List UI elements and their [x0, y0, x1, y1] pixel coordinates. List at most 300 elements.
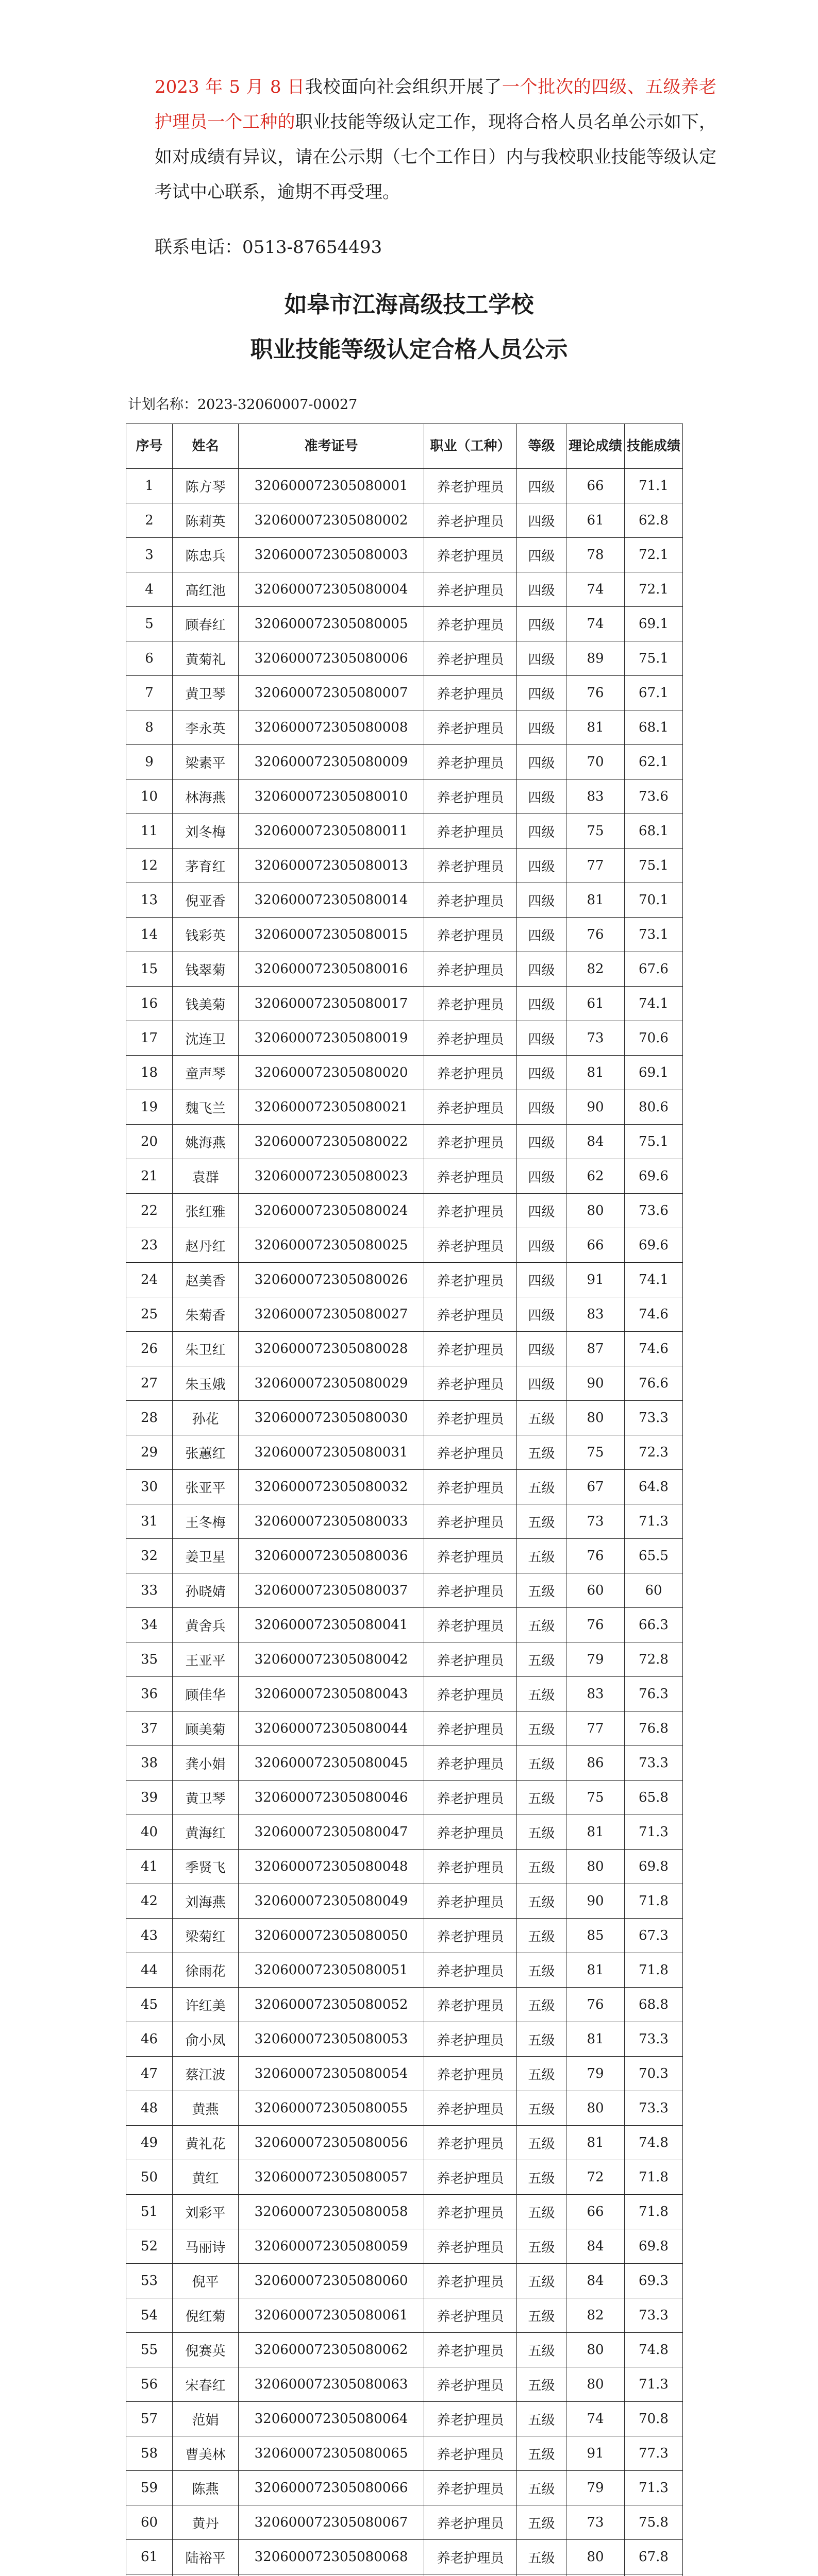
- table-row: [126, 1366, 683, 1401]
- cell-occupation: 养老护理员: [424, 1677, 517, 1711]
- cell-skill-score: 73.1: [625, 918, 683, 952]
- cell-occupation: 养老护理员: [424, 2126, 517, 2160]
- cell-level: 五级: [517, 2402, 566, 2436]
- cell-occupation: 养老护理员: [424, 1125, 517, 1159]
- cell-index: 54: [126, 2298, 173, 2333]
- cell-level: 五级: [517, 1781, 566, 1815]
- cell-index: 56: [126, 2367, 173, 2402]
- cell-index: 22: [126, 1194, 173, 1228]
- cell-index: 53: [126, 2264, 173, 2298]
- cell-level: 四级: [517, 883, 566, 918]
- cell-index: 24: [126, 1263, 173, 1297]
- cell-occupation: 养老护理员: [424, 883, 517, 918]
- cell-level: 五级: [517, 2436, 566, 2471]
- cell-index: 11: [126, 814, 173, 849]
- cell-exam-id: 320600072305080021: [239, 1090, 424, 1125]
- cell-index: 23: [126, 1228, 173, 1263]
- cell-skill-score: 69.8: [625, 2229, 683, 2264]
- table-row: [126, 676, 683, 710]
- cell-occupation: 养老护理员: [424, 918, 517, 952]
- contact-label: 联系电话：: [155, 237, 242, 258]
- cell-level: 五级: [517, 1539, 566, 1573]
- cell-skill-score: 74.1: [625, 987, 683, 1021]
- cell-name: 顾春红: [173, 607, 239, 641]
- contact-phone: 0513-87654493: [242, 237, 382, 258]
- cell-exam-id: 320600072305080046: [239, 1781, 424, 1815]
- cell-index: 20: [126, 1125, 173, 1159]
- cell-occupation: 养老护理员: [424, 1366, 517, 1401]
- cell-index: 42: [126, 1884, 173, 1919]
- cell-name: 倪赛英: [173, 2333, 239, 2367]
- header-skill-score: 技能成绩: [625, 424, 683, 469]
- cell-occupation: 养老护理员: [424, 1573, 517, 1608]
- cell-level: 四级: [517, 538, 566, 572]
- cell-exam-id: 320600072305080027: [239, 1297, 424, 1332]
- cell-skill-score: 66.3: [625, 1608, 683, 1642]
- cell-name: 魏飞兰: [173, 1090, 239, 1125]
- table-row: [126, 1677, 683, 1711]
- cell-exam-id: 320600072305080010: [239, 779, 424, 814]
- cell-index: 55: [126, 2333, 173, 2367]
- cell-exam-id: 320600072305080068: [239, 2540, 424, 2574]
- cell-theory-score: 79: [566, 2471, 625, 2505]
- cell-level: 五级: [517, 1988, 566, 2022]
- cell-theory-score: 80: [566, 2367, 625, 2402]
- table-body: [126, 469, 683, 2576]
- cell-level: 五级: [517, 1815, 566, 1850]
- cell-skill-score: 80.6: [625, 1090, 683, 1125]
- cell-skill-score: 75.1: [625, 641, 683, 676]
- cell-exam-id: 320600072305080013: [239, 849, 424, 883]
- cell-occupation: 养老护理员: [424, 1332, 517, 1366]
- table-row: [126, 1781, 683, 1815]
- cell-occupation: 养老护理员: [424, 2333, 517, 2367]
- cell-occupation: 养老护理员: [424, 2264, 517, 2298]
- cell-level: 四级: [517, 779, 566, 814]
- cell-skill-score: 71.3: [625, 2367, 683, 2402]
- cell-name: 钱翠菊: [173, 952, 239, 987]
- cell-exam-id: 320600072305080057: [239, 2160, 424, 2195]
- cell-index: 51: [126, 2195, 173, 2229]
- cell-index: 27: [126, 1366, 173, 1401]
- cell-theory-score: 73: [566, 2505, 625, 2540]
- cell-index: 52: [126, 2229, 173, 2264]
- cell-level: 五级: [517, 1435, 566, 1470]
- cell-exam-id: 320600072305080006: [239, 641, 424, 676]
- cell-index: 50: [126, 2160, 173, 2195]
- cell-occupation: 养老护理员: [424, 710, 517, 745]
- cell-name: 黄舍兵: [173, 1608, 239, 1642]
- cell-name: 陈燕: [173, 2471, 239, 2505]
- cell-exam-id: 320600072305080020: [239, 1056, 424, 1090]
- cell-level: 五级: [517, 2022, 566, 2057]
- table-row: [126, 1401, 683, 1435]
- cell-index: 3: [126, 538, 173, 572]
- cell-skill-score: 74.1: [625, 1263, 683, 1297]
- cell-level: 五级: [517, 1746, 566, 1781]
- cell-name: 黄卫琴: [173, 1781, 239, 1815]
- cell-exam-id: 320600072305080053: [239, 2022, 424, 2057]
- cell-index: 4: [126, 572, 173, 607]
- cell-level: 五级: [517, 1850, 566, 1884]
- cell-level: 五级: [517, 1677, 566, 1711]
- cell-theory-score: 81: [566, 883, 625, 918]
- table-row: [126, 1228, 683, 1263]
- cell-skill-score: 68.8: [625, 1988, 683, 2022]
- cell-exam-id: 320600072305080055: [239, 2091, 424, 2126]
- cell-occupation: 养老护理员: [424, 2057, 517, 2091]
- contact-line: [155, 232, 382, 263]
- cell-level: 四级: [517, 1159, 566, 1194]
- cell-occupation: 养老护理员: [424, 987, 517, 1021]
- cell-exam-id: 320600072305080067: [239, 2505, 424, 2540]
- cell-theory-score: 62: [566, 1159, 625, 1194]
- cell-theory-score: 79: [566, 2057, 625, 2091]
- cell-index: 31: [126, 1504, 173, 1539]
- cell-level: 五级: [517, 1642, 566, 1677]
- cell-level: 五级: [517, 2229, 566, 2264]
- cell-exam-id: 320600072305080001: [239, 469, 424, 503]
- cell-skill-score: 68.1: [625, 710, 683, 745]
- cell-name: 林海燕: [173, 779, 239, 814]
- table-row: [126, 469, 683, 503]
- cell-skill-score: 73.6: [625, 779, 683, 814]
- cell-skill-score: 65.5: [625, 1539, 683, 1573]
- cell-name: 张蕙红: [173, 1435, 239, 1470]
- cell-skill-score: 64.8: [625, 1470, 683, 1504]
- cell-exam-id: 320600072305080056: [239, 2126, 424, 2160]
- cell-skill-score: 71.8: [625, 2160, 683, 2195]
- table-row: [126, 883, 683, 918]
- cell-level: 五级: [517, 2505, 566, 2540]
- cell-exam-id: 320600072305080063: [239, 2367, 424, 2402]
- cell-skill-score: 73.3: [625, 1746, 683, 1781]
- cell-occupation: 养老护理员: [424, 2367, 517, 2402]
- table-row: [126, 1539, 683, 1573]
- cell-exam-id: 320600072305080009: [239, 745, 424, 779]
- table-row: [126, 1711, 683, 1746]
- header-theory-score: 理论成绩: [566, 424, 625, 469]
- cell-skill-score: 74.6: [625, 1332, 683, 1366]
- cell-index: 5: [126, 607, 173, 641]
- notice-scope: 一个批次的四级、五级养老护理员一个工种的: [155, 77, 716, 132]
- cell-skill-score: 71.8: [625, 1953, 683, 1988]
- cell-skill-score: 71.3: [625, 1504, 683, 1539]
- cell-index: 10: [126, 779, 173, 814]
- cell-skill-score: 69.6: [625, 1228, 683, 1263]
- table-row: [126, 1297, 683, 1332]
- cell-exam-id: 320600072305080054: [239, 2057, 424, 2091]
- cell-occupation: 养老护理员: [424, 1090, 517, 1125]
- cell-occupation: 养老护理员: [424, 1539, 517, 1573]
- cell-occupation: 养老护理员: [424, 469, 517, 503]
- cell-skill-score: 74.8: [625, 2333, 683, 2367]
- table-row: [126, 814, 683, 849]
- cell-theory-score: 83: [566, 1677, 625, 1711]
- cell-index: 39: [126, 1781, 173, 1815]
- cell-name: 王亚平: [173, 1642, 239, 1677]
- cell-occupation: 养老护理员: [424, 572, 517, 607]
- cell-level: 四级: [517, 1090, 566, 1125]
- cell-theory-score: 77: [566, 849, 625, 883]
- cell-occupation: 养老护理员: [424, 641, 517, 676]
- cell-skill-score: 70.8: [625, 2402, 683, 2436]
- cell-theory-score: 73: [566, 1504, 625, 1539]
- cell-index: 40: [126, 1815, 173, 1850]
- cell-skill-score: 67.8: [625, 2540, 683, 2574]
- table-row: [126, 1159, 683, 1194]
- cell-theory-score: 75: [566, 814, 625, 849]
- cell-skill-score: 62.1: [625, 745, 683, 779]
- table-row: [126, 952, 683, 987]
- cell-theory-score: 81: [566, 710, 625, 745]
- cell-occupation: 养老护理员: [424, 1056, 517, 1090]
- cell-theory-score: 85: [566, 1919, 625, 1953]
- cell-index: 26: [126, 1332, 173, 1366]
- cell-occupation: 养老护理员: [424, 538, 517, 572]
- table-row: [126, 2091, 683, 2126]
- cell-level: 五级: [517, 1884, 566, 1919]
- cell-occupation: 养老护理员: [424, 2436, 517, 2471]
- cell-theory-score: 74: [566, 2402, 625, 2436]
- cell-name: 李永英: [173, 710, 239, 745]
- cell-theory-score: 87: [566, 1332, 625, 1366]
- table-row: [126, 987, 683, 1021]
- cell-index: 13: [126, 883, 173, 918]
- cell-theory-score: 83: [566, 779, 625, 814]
- table-row: [126, 1056, 683, 1090]
- cell-theory-score: 74: [566, 572, 625, 607]
- cell-level: 五级: [517, 1953, 566, 1988]
- table-row: [126, 1642, 683, 1677]
- cell-theory-score: 76: [566, 1988, 625, 2022]
- cell-exam-id: 320600072305080059: [239, 2229, 424, 2264]
- cell-level: 四级: [517, 676, 566, 710]
- cell-skill-score: 72.8: [625, 1642, 683, 1677]
- cell-theory-score: 75: [566, 1435, 625, 1470]
- cell-level: 四级: [517, 1021, 566, 1056]
- cell-name: 俞小凤: [173, 2022, 239, 2057]
- cell-skill-score: 73.3: [625, 2298, 683, 2333]
- cell-level: 五级: [517, 2367, 566, 2402]
- cell-theory-score: 73: [566, 1021, 625, 1056]
- cell-index: 59: [126, 2471, 173, 2505]
- cell-exam-id: 320600072305080002: [239, 503, 424, 538]
- table-row: [126, 1021, 683, 1056]
- cell-name: 曹美林: [173, 2436, 239, 2471]
- cell-exam-id: 320600072305080029: [239, 1366, 424, 1401]
- cell-exam-id: 320600072305080047: [239, 1815, 424, 1850]
- table-row: [126, 779, 683, 814]
- cell-name: 陈莉英: [173, 503, 239, 538]
- notice-paragraph: [155, 70, 716, 210]
- cell-skill-score: 75.1: [625, 1125, 683, 1159]
- cell-skill-score: 69.8: [625, 1850, 683, 1884]
- cell-skill-score: 75.1: [625, 849, 683, 883]
- cell-exam-id: 320600072305080060: [239, 2264, 424, 2298]
- cell-exam-id: 320600072305080031: [239, 1435, 424, 1470]
- cell-occupation: 养老护理员: [424, 1642, 517, 1677]
- cell-level: 五级: [517, 1504, 566, 1539]
- cell-index: 60: [126, 2505, 173, 2540]
- table-row: [126, 1125, 683, 1159]
- cell-exam-id: 320600072305080022: [239, 1125, 424, 1159]
- cell-exam-id: [239, 2574, 424, 2576]
- cell-exam-id: 320600072305080066: [239, 2471, 424, 2505]
- table-row: [126, 1850, 683, 1884]
- cell-skill-score: 67.1: [625, 676, 683, 710]
- header-level: 等级: [517, 424, 566, 469]
- cell-name: 龚小娟: [173, 1746, 239, 1781]
- cell-skill-score: 60: [625, 1573, 683, 1608]
- cell-skill-score: 72.1: [625, 572, 683, 607]
- cell-name: 张红雅: [173, 1194, 239, 1228]
- table-row: [126, 2229, 683, 2264]
- cell-skill-score: 69.1: [625, 607, 683, 641]
- qualified-roster-table: [126, 423, 683, 2576]
- table-row: [126, 1573, 683, 1608]
- cell-skill-score: 67.3: [625, 1919, 683, 1953]
- cell-index: 57: [126, 2402, 173, 2436]
- table-row: [126, 2022, 683, 2057]
- cell-occupation: 养老护理员: [424, 607, 517, 641]
- cell-theory-score: 80: [566, 1850, 625, 1884]
- cell-level: 四级: [517, 1263, 566, 1297]
- cell-index: 38: [126, 1746, 173, 1781]
- table-row: [126, 1263, 683, 1297]
- cell-name: 黄红: [173, 2160, 239, 2195]
- cell-name: 刘冬梅: [173, 814, 239, 849]
- table-row: [126, 1884, 683, 1919]
- cell-skill-score: 77.3: [625, 2436, 683, 2471]
- cell-level: 五级: [517, 1470, 566, 1504]
- cell-occupation: 养老护理员: [424, 2022, 517, 2057]
- cell-name: 茅育红: [173, 849, 239, 883]
- cell-theory-score: 80: [566, 1401, 625, 1435]
- cell-name: [173, 2574, 239, 2576]
- cell-occupation: 养老护理员: [424, 2195, 517, 2229]
- cell-name: 蔡江波: [173, 2057, 239, 2091]
- plan-name: 计划名称：2023-32060007-00027: [128, 397, 358, 413]
- table-row: [126, 2574, 683, 2576]
- cell-exam-id: 320600072305080064: [239, 2402, 424, 2436]
- cell-index: 43: [126, 1919, 173, 1953]
- table-row: [126, 538, 683, 572]
- cell-theory-score: 80: [566, 1194, 625, 1228]
- cell-name: 范娟: [173, 2402, 239, 2436]
- cell-index: [126, 2574, 173, 2576]
- cell-index: 48: [126, 2091, 173, 2126]
- cell-index: 2: [126, 503, 173, 538]
- cell-skill-score: 71.1: [625, 469, 683, 503]
- cell-exam-id: 320600072305080041: [239, 1608, 424, 1642]
- table-row: [126, 2195, 683, 2229]
- cell-skill-score: 72.3: [625, 1435, 683, 1470]
- cell-skill-score: 65.8: [625, 1781, 683, 1815]
- cell-exam-id: 320600072305080019: [239, 1021, 424, 1056]
- cell-theory-score: 72: [566, 2160, 625, 2195]
- cell-exam-id: 320600072305080050: [239, 1919, 424, 1953]
- cell-name: 梁素平: [173, 745, 239, 779]
- cell-skill-score: 70.6: [625, 1021, 683, 1056]
- table-row: [126, 2298, 683, 2333]
- cell-occupation: 养老护理员: [424, 1435, 517, 1470]
- cell-index: 16: [126, 987, 173, 1021]
- cell-theory-score: 81: [566, 1953, 625, 1988]
- cell-level: 四级: [517, 1056, 566, 1090]
- cell-theory-score: 61: [566, 987, 625, 1021]
- cell-exam-id: 320600072305080015: [239, 918, 424, 952]
- cell-theory-score: 86: [566, 1746, 625, 1781]
- cell-occupation: 养老护理员: [424, 1746, 517, 1781]
- cell-skill-score: 71.8: [625, 2195, 683, 2229]
- cell-theory-score: 77: [566, 1711, 625, 1746]
- cell-exam-id: 320600072305080052: [239, 1988, 424, 2022]
- header-exam-id: 准考证号: [239, 424, 424, 469]
- cell-occupation: [424, 2574, 517, 2576]
- cell-level: 五级: [517, 2333, 566, 2367]
- table-row: [126, 710, 683, 745]
- cell-theory-score: 91: [566, 2436, 625, 2471]
- cell-skill-score: 62.8: [625, 503, 683, 538]
- cell-level: 四级: [517, 745, 566, 779]
- cell-index: 36: [126, 1677, 173, 1711]
- cell-occupation: 养老护理员: [424, 1159, 517, 1194]
- cell-theory-score: 76: [566, 1608, 625, 1642]
- cell-level: 四级: [517, 1194, 566, 1228]
- cell-occupation: 养老护理员: [424, 2505, 517, 2540]
- cell-skill-score: 71.3: [625, 2471, 683, 2505]
- cell-name: 顾佳华: [173, 1677, 239, 1711]
- cell-name: 袁群: [173, 1159, 239, 1194]
- cell-theory-score: 90: [566, 1090, 625, 1125]
- table-row: [126, 2264, 683, 2298]
- notice-text-1: 我校面向社会组织开展了: [305, 77, 502, 97]
- cell-exam-id: 320600072305080025: [239, 1228, 424, 1263]
- cell-index: 1: [126, 469, 173, 503]
- table-row: [126, 1746, 683, 1781]
- cell-name: 朱玉娥: [173, 1366, 239, 1401]
- cell-exam-id: 320600072305080049: [239, 1884, 424, 1919]
- cell-skill-score: 74.8: [625, 2126, 683, 2160]
- cell-name: 朱菊香: [173, 1297, 239, 1332]
- cell-name: 陆裕平: [173, 2540, 239, 2574]
- cell-theory-score: 61: [566, 503, 625, 538]
- cell-occupation: 养老护理员: [424, 1850, 517, 1884]
- table-row: [126, 745, 683, 779]
- cell-name: 刘海燕: [173, 1884, 239, 1919]
- table-row: [126, 572, 683, 607]
- cell-index: 37: [126, 1711, 173, 1746]
- cell-theory-score: 66: [566, 469, 625, 503]
- school-title: 如皋市江海高级技工学校: [284, 292, 534, 318]
- cell-name: 陈忠兵: [173, 538, 239, 572]
- cell-name: 倪平: [173, 2264, 239, 2298]
- cell-level: 五级: [517, 1608, 566, 1642]
- cell-level: 四级: [517, 918, 566, 952]
- cell-index: 61: [126, 2540, 173, 2574]
- notice-text-2: 职业技能等级认定工作，现将合格人员名单公示如下，如对成绩有异议，请在公示期（七个工作日）内与我校职业技能等级认定考试中心联系，逾期不再受理。: [155, 112, 716, 202]
- cell-skill-score: 70.1: [625, 883, 683, 918]
- cell-exam-id: 320600072305080065: [239, 2436, 424, 2471]
- cell-occupation: 养老护理员: [424, 814, 517, 849]
- table-row: [126, 1608, 683, 1642]
- cell-exam-id: 320600072305080037: [239, 1573, 424, 1608]
- cell-theory-score: 91: [566, 1263, 625, 1297]
- table-header-row: [126, 424, 683, 469]
- table-row: [126, 2505, 683, 2540]
- cell-exam-id: 320600072305080030: [239, 1401, 424, 1435]
